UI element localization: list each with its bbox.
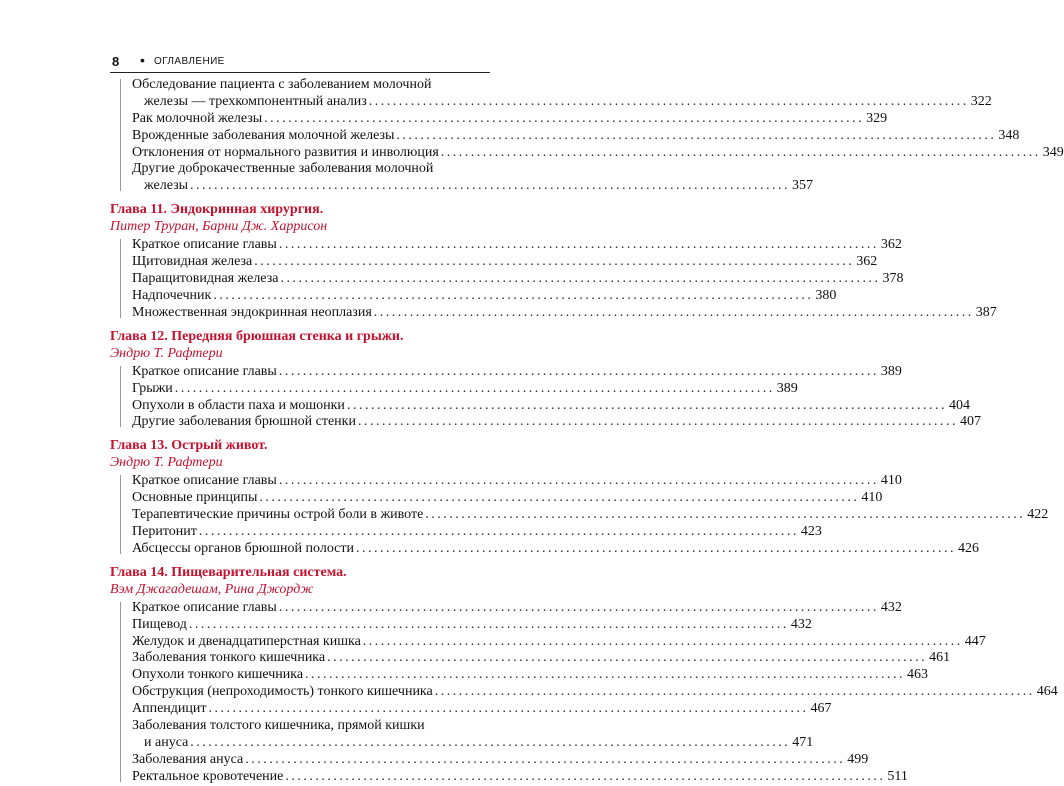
toc-entry[interactable] — [110, 701, 832, 718]
toc-entry[interactable] — [110, 304, 997, 322]
entry-text-cont: железы — [144, 178, 189, 194]
toc-entry[interactable] — [110, 599, 902, 617]
entry-text: Паращитовидная железа — [132, 271, 279, 287]
chapter-entries — [110, 363, 981, 432]
chapter-12 — [110, 328, 981, 432]
entry-page: 357 — [792, 178, 814, 194]
entry-page: 447 — [964, 633, 986, 649]
toc-entry[interactable] — [110, 507, 1049, 524]
entry-page: 464 — [1036, 684, 1058, 700]
entry-page: 410 — [861, 490, 883, 506]
leader-dots: .................................................................................................... — [278, 599, 879, 615]
entry-text: Краткое описание главы — [132, 473, 277, 489]
leader-dots: .................................................................................................... — [278, 473, 879, 489]
entry-text: Множественная эндокринная неоплазия — [132, 304, 372, 320]
chapter-14 — [110, 564, 1058, 786]
toc-entry[interactable] — [110, 144, 1064, 162]
toc-entry[interactable] — [110, 684, 1058, 701]
leader-dots: .................................................................................................... — [198, 523, 799, 539]
header-bullet: • — [140, 52, 145, 68]
chapter-title[interactable]: Глава 14. Пищеварительная система. — [110, 564, 347, 580]
entry-text: Заболевания толстого кишечника, прямой кишки — [132, 717, 425, 733]
toc-entry[interactable] — [110, 380, 798, 398]
entry-text-cont: и ануса — [144, 734, 189, 750]
entry-page: 389 — [776, 380, 798, 396]
entry-text: Щитовидная железа — [132, 254, 253, 270]
entry-text: Терапевтические причины острой боли в животе — [132, 507, 424, 523]
entry-page: 410 — [880, 473, 902, 489]
leader-dots: .................................................................................................... — [245, 751, 846, 767]
toc-entry[interactable] — [110, 287, 837, 305]
entry-text: Отклонения от нормального развития и инволюция — [132, 144, 439, 160]
entry-page: 407 — [959, 414, 981, 430]
entry-text: Опухоли в области паха и мошонки — [132, 397, 345, 413]
leader-dots: .................................................................................................... — [254, 254, 855, 270]
entry-page: 387 — [975, 304, 997, 320]
chapter-entries — [110, 237, 997, 321]
toc-entry[interactable] — [110, 127, 1020, 145]
toc-entry[interactable] — [110, 650, 951, 667]
toc-entry[interactable] — [110, 161, 814, 195]
leader-dots: .................................................................................................... — [434, 684, 1035, 700]
toc-entry[interactable] — [110, 397, 970, 415]
entry-text: Другие доброкачественные заболевания молочной — [132, 161, 434, 177]
leader-dots: .................................................................................................... — [373, 304, 974, 320]
entry-page: 422 — [1027, 507, 1049, 523]
leader-dots: .................................................................................................... — [264, 110, 865, 126]
leader-dots: .................................................................................................... — [440, 144, 1041, 160]
leader-dots: .................................................................................................... — [190, 178, 791, 194]
toc-entry[interactable] — [110, 633, 986, 651]
toc-entry[interactable] — [110, 77, 992, 111]
entry-page: 404 — [948, 397, 970, 413]
chapter-authors: Эндрю Т. Рафтери — [110, 455, 223, 471]
toc-entry[interactable] — [110, 237, 902, 254]
entry-text: Аппендицит — [132, 701, 207, 717]
toc-entry[interactable] — [110, 271, 904, 288]
chapter-authors: Питер Труран, Барни Дж. Харрисон — [110, 219, 328, 235]
entry-page: 426 — [958, 540, 979, 556]
entry-text: Краткое описание главы — [132, 599, 277, 615]
entry-page: 362 — [880, 237, 902, 253]
toc-entry[interactable] — [110, 751, 869, 769]
entry-page: 380 — [815, 287, 837, 303]
leader-dots: .................................................................................................... — [305, 667, 906, 683]
entry-page: 461 — [929, 650, 951, 666]
entry-page: 378 — [882, 271, 904, 287]
entry-page: 432 — [880, 599, 902, 615]
toc-entry[interactable] — [110, 414, 981, 431]
leader-dots: .................................................................................................... — [356, 540, 956, 556]
toc-entry[interactable] — [110, 768, 908, 786]
toc-entry[interactable] — [110, 254, 878, 271]
entry-page: 463 — [907, 667, 929, 683]
entry-page: 499 — [847, 751, 869, 767]
leader-dots: .................................................................................................... — [396, 127, 997, 143]
leader-dots: .................................................................................................... — [280, 271, 881, 287]
entry-text: Абсцессы органов брюшной полости — [132, 540, 354, 556]
entry-text: Перитонит — [132, 523, 197, 539]
leader-dots: .................................................................................................... — [346, 397, 947, 413]
leader-dots: .................................................................................................... — [285, 768, 886, 784]
leader-dots: .................................................................................................... — [368, 93, 969, 109]
leader-dots: .................................................................................................... — [213, 287, 814, 303]
entry-text: Обструкция (непроходимость) тонкого кишечника — [132, 684, 433, 700]
entry-text: Опухоли тонкого кишечника — [132, 667, 304, 683]
toc-entry[interactable] — [110, 540, 979, 558]
leader-dots: .................................................................................................... — [278, 363, 879, 379]
entry-page: 471 — [792, 734, 814, 750]
intro-group — [110, 77, 1064, 195]
entry-text: Краткое описание главы — [132, 363, 277, 379]
leader-dots: .................................................................................................... — [357, 414, 958, 430]
entry-text: Основные принципы — [132, 490, 258, 506]
chapter-title[interactable]: Глава 12. Передняя брюшная стенка и грыжи. — [110, 328, 404, 344]
entry-text: Обследование пациента с заболеванием молочной — [132, 77, 432, 92]
page-number: 8 — [112, 54, 120, 69]
entry-page: 329 — [866, 110, 888, 126]
entry-page: 432 — [790, 616, 812, 632]
entry-page: 362 — [856, 254, 878, 270]
entry-text: Заболевания тонкого кишечника — [132, 650, 326, 666]
entry-page: 349 — [1042, 144, 1064, 160]
leader-dots: .................................................................................................... — [259, 490, 860, 506]
entry-text: Желудок и двенадцатиперстная кишка — [132, 633, 361, 649]
leader-dots: .................................................................................................... — [208, 701, 809, 717]
toc-entry[interactable] — [110, 616, 812, 634]
entry-text: Надпочечник — [132, 287, 212, 303]
leader-dots: .................................................................................................... — [327, 650, 928, 666]
entry-page: 389 — [880, 363, 902, 379]
entry-text-cont: железы — трехкомпонентный анализ — [144, 93, 367, 109]
entry-text: Ректальное кровотечение — [132, 768, 284, 784]
entry-page: 511 — [887, 768, 908, 784]
toc-entry[interactable] — [110, 490, 883, 507]
chapter-13 — [110, 437, 1049, 557]
chapter-title[interactable]: Глава 13. Острый живот. — [110, 438, 268, 454]
entry-page: 322 — [970, 93, 992, 109]
chapter-entries — [110, 599, 1058, 786]
toc-entry[interactable] — [110, 717, 814, 752]
entry-page: 348 — [998, 127, 1020, 143]
entry-text: Пищевод — [132, 616, 187, 632]
toc-entry[interactable] — [110, 473, 902, 490]
toc-entry[interactable] — [110, 110, 888, 128]
entry-text: Рак молочной железы — [132, 110, 263, 126]
running-header — [110, 52, 490, 73]
toc-entry[interactable] — [110, 667, 929, 684]
chapter-authors: Вэм Джагадешам, Рина Джордж — [110, 581, 314, 597]
leader-dots: .................................................................................................... — [362, 633, 963, 649]
leader-dots: .................................................................................................... — [190, 734, 791, 750]
leader-dots: .................................................................................................... — [174, 380, 775, 396]
chapter-11 — [110, 201, 997, 321]
entry-text: Врожденные заболевания молочной железы — [132, 127, 395, 143]
toc-entry[interactable] — [110, 363, 902, 381]
entry-text: Заболевания ануса — [132, 751, 244, 767]
entry-text: Грыжи — [132, 380, 173, 396]
entry-text: Другие заболевания брюшной стенки — [132, 414, 356, 430]
chapter-title[interactable]: Глава 11. Эндокринная хирургия. — [110, 202, 324, 218]
section-title: ОГЛАВЛЕНИЕ — [154, 56, 225, 67]
entry-page: 423 — [800, 523, 822, 539]
leader-dots: .................................................................................................... — [425, 507, 1026, 523]
entry-page: 467 — [810, 701, 832, 717]
chapter-entries — [110, 473, 1049, 557]
leader-dots: .................................................................................................... — [278, 237, 879, 253]
table-of-contents — [110, 77, 1064, 786]
chapter-authors: Эндрю Т. Рафтери — [110, 345, 223, 361]
entry-text: Краткое описание главы — [132, 237, 277, 253]
leader-dots: .................................................................................................... — [188, 616, 789, 632]
toc-entry[interactable] — [110, 523, 822, 541]
